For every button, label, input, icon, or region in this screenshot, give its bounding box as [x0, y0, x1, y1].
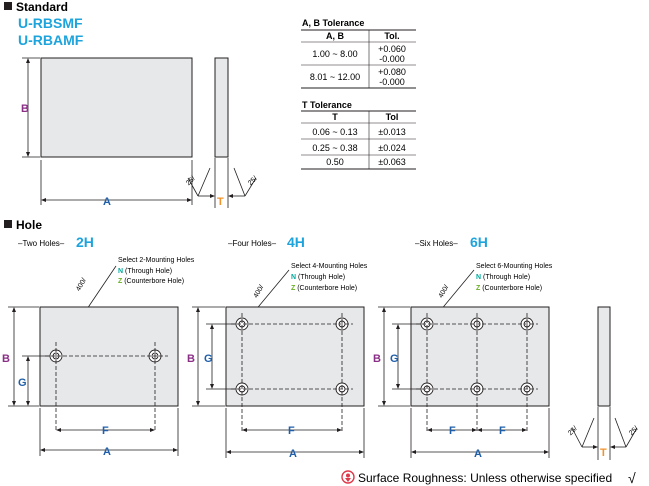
label-a-2h: A	[103, 446, 111, 458]
variant-code-6h: 6H	[470, 234, 488, 250]
label-b-2h: B	[2, 353, 10, 365]
option-z-4h: Z (Counterbore Hole)	[291, 285, 358, 292]
label-b-standard: B	[21, 103, 29, 115]
ab-row1-tol-plus: +0.060	[378, 44, 406, 54]
option-n-2h: N (Through Hole)	[118, 268, 173, 275]
ab-row2-tol-plus: +0.080	[378, 67, 406, 77]
ab-header-range: A, B	[326, 31, 344, 41]
t-row1-range: 0.06 ~ 0.13	[312, 127, 358, 137]
t-header-tol: Tol	[385, 112, 399, 122]
ab-row2-tol-minus: -0.000	[379, 77, 405, 87]
standard-plate-front	[41, 58, 192, 157]
ab-row2-range: 8.01 ~ 12.00	[309, 72, 361, 82]
ab-row1-tol-minus: -0.000	[379, 54, 405, 64]
hole-roughness-6h: 400/	[437, 284, 451, 300]
checkmark-icon: √	[628, 470, 636, 486]
hole-heading: Hole	[16, 218, 43, 232]
label-a-4h: A	[289, 448, 297, 460]
variant-prefix-4h: –Four Holes–	[228, 239, 277, 248]
variant-code-4h: 4H	[287, 234, 305, 250]
t-table-title: T Tolerance	[302, 100, 352, 110]
option-z-2h: Z (Counterbore Hole)	[118, 278, 185, 285]
option-z-6h: Z (Counterbore Hole)	[476, 285, 543, 292]
roughness-symbol-icon	[342, 471, 354, 483]
label-t-standard: T	[217, 196, 224, 208]
t-row3-range: 0.50	[326, 157, 344, 167]
label-g-4h: G	[204, 353, 213, 365]
hole-roughness-2h: 400/	[75, 277, 89, 293]
t-row2-tol: ±0.024	[378, 143, 406, 153]
option-n-4h: N (Through Hole)	[291, 274, 346, 281]
select-text-4h: Select 4-Mounting Holes	[291, 263, 368, 270]
t-header-range: T	[332, 112, 338, 122]
variant-prefix-6h: –Six Holes–	[415, 239, 458, 248]
label-a-standard: A	[103, 196, 111, 208]
label-t-hole: T	[600, 447, 607, 459]
label-b-4h: B	[187, 353, 195, 365]
t-row3-tol: ±0.063	[378, 157, 406, 167]
code-u-rbsmf: U-RBSMF	[18, 15, 83, 31]
footer-roughness-text: Surface Roughness: Unless otherwise specified	[358, 471, 613, 485]
label-a-6h: A	[474, 448, 482, 460]
label-f-6h-right: F	[499, 425, 506, 437]
t-row2-range: 0.25 ~ 0.38	[312, 143, 358, 153]
roughness-right-hole: 25/	[628, 425, 640, 438]
code-u-rbamf: U-RBAMF	[18, 32, 84, 48]
roughness-left-hole: 25/	[567, 425, 579, 438]
roughness-left-standard: 25/	[185, 175, 197, 188]
section-square-icon	[4, 2, 12, 10]
label-f-6h-left: F	[449, 425, 456, 437]
select-text-2h: Select 2-Mounting Holes	[118, 257, 195, 264]
standard-plate-side	[215, 58, 228, 157]
label-f-2h: F	[102, 425, 109, 437]
dim-a-standard	[41, 160, 192, 205]
roughness-right-standard: 25/	[247, 175, 259, 188]
label-b-6h: B	[373, 353, 381, 365]
ab-table-title: A, B Tolerance	[302, 18, 365, 28]
label-g-2h: G	[18, 377, 27, 389]
label-g-6h: G	[390, 353, 399, 365]
label-f-4h: F	[288, 425, 295, 437]
ab-header-tol: Tol.	[384, 31, 400, 41]
t-row1-tol: ±0.013	[378, 127, 406, 137]
standard-heading: Standard	[16, 0, 69, 14]
option-n-6h: N (Through Hole)	[476, 274, 531, 281]
variant-code-2h: 2H	[76, 234, 94, 250]
section-square-icon	[4, 220, 12, 228]
ab-row1-range: 1.00 ~ 8.00	[312, 49, 358, 59]
variant-prefix-2h: –Two Holes–	[18, 239, 65, 248]
hole-plate-side	[598, 307, 610, 406]
select-text-6h: Select 6-Mounting Holes	[476, 263, 553, 270]
hole-roughness-4h: 400/	[252, 284, 266, 300]
